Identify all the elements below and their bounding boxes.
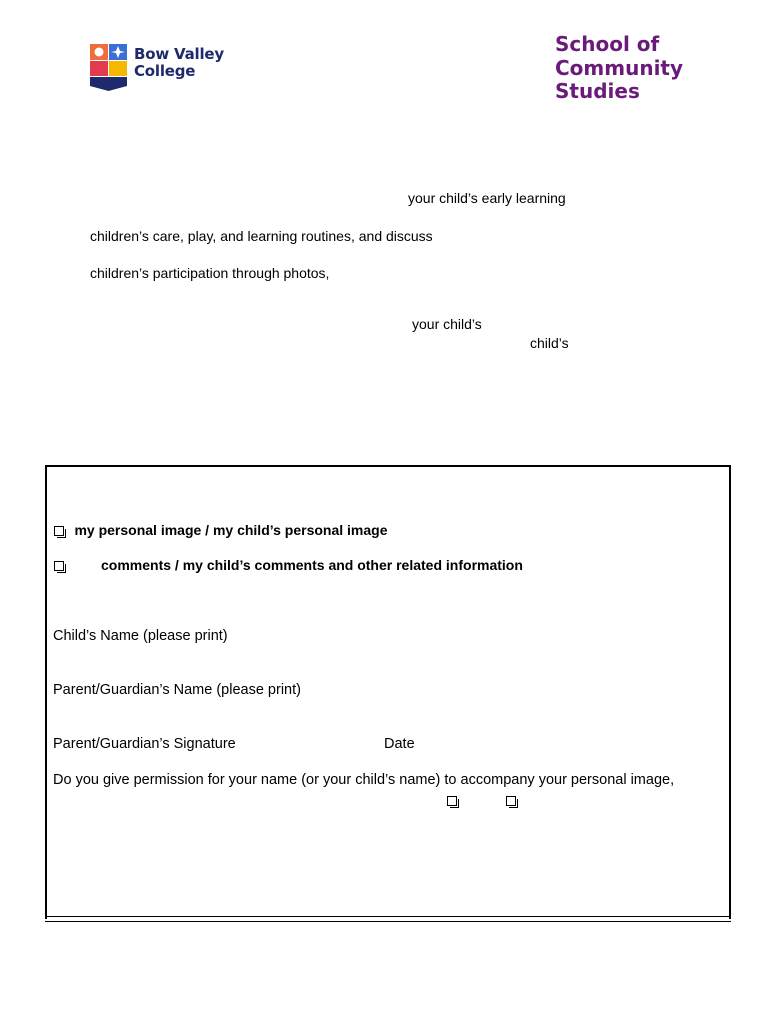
body-fragment-4: your child’s [412, 316, 482, 332]
consent-form-bottom-rule [45, 916, 731, 922]
option-comments [54, 557, 64, 575]
college-logo-icon [90, 44, 130, 92]
checkbox-permission-no[interactable] [506, 792, 516, 810]
checkbox-permission-yes[interactable] [447, 792, 457, 810]
body-fragment-5: child’s [530, 335, 569, 351]
college-logo [90, 44, 224, 92]
college-name-line2: College [134, 62, 196, 80]
child-name-label: Child’s Name (please print) [53, 628, 228, 644]
checkbox-comments[interactable] [54, 561, 64, 571]
option-comments-label: comments / my child’s comments and other related information [101, 557, 523, 573]
body-fragment-3: children’s participation through photos, [90, 265, 330, 281]
college-name [134, 46, 224, 80]
department-line2: Community [555, 55, 684, 80]
permission-question: Do you give permission for your name (or your child’s name) to accompany your personal image, [53, 772, 675, 788]
parent-name-label: Parent/Guardian’s Name (please print) [53, 682, 301, 698]
department-title [555, 33, 683, 104]
date-label: Date [384, 736, 415, 752]
option-personal-image [54, 522, 388, 540]
signature-label: Parent/Guardian’s Signature [53, 736, 236, 752]
college-name-line1: Bow Valley [134, 45, 224, 63]
department-line3: Studies [555, 79, 640, 103]
checkbox-personal-image[interactable] [54, 526, 64, 536]
body-fragment-1: your child’s early learning [408, 190, 566, 206]
option-personal-image-label: my personal image / my child’s personal image [74, 522, 388, 538]
department-line1: School of [555, 32, 660, 56]
body-fragment-2: children’s care, play, and learning routines, and discuss [90, 228, 433, 244]
